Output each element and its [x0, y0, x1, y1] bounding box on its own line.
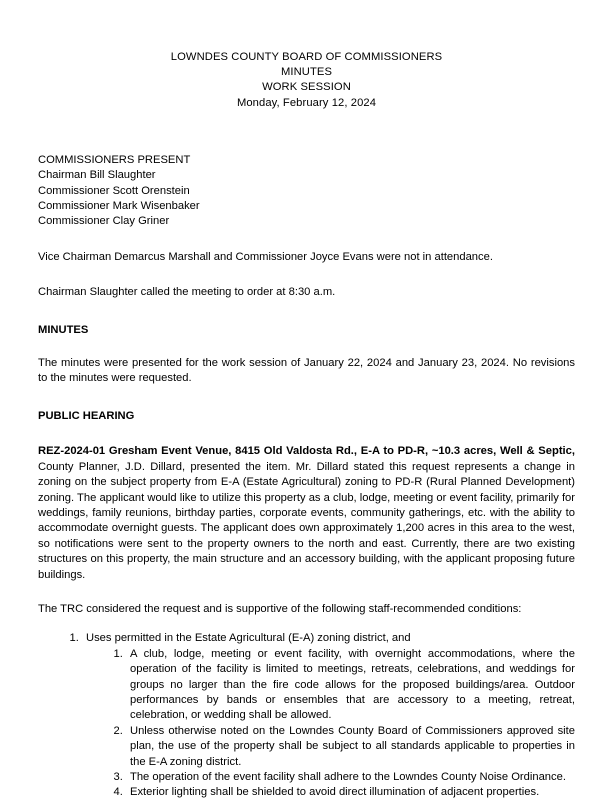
- rezoning-item-paragraph: [38, 444, 575, 583]
- section-heading-minutes: MINUTES: [38, 323, 89, 336]
- attendance-roster: [38, 153, 575, 230]
- condition-subitem-4: 4. Exterior lighting shall be shielded to avoid direct illumination of adjacent properties.: [126, 785, 575, 800]
- condition-subitem-2: 2. Unless otherwise noted on the Lowndes County Board of Commissioners approved site plan, the use of the property shall be subject to all standards applicable to properties in the E-A zoning district.: [126, 724, 575, 770]
- attendee-commissioner-griner: Commissioner Clay Griner: [38, 215, 170, 228]
- header-date: Monday, February 12, 2024: [236, 96, 377, 109]
- attendee-chairman: Chairman Bill Slaughter: [38, 169, 156, 182]
- attendance-title: COMMISSIONERS PRESENT: [38, 153, 191, 166]
- condition-subitem-3: 3. The operation of the event facility shall adhere to the Lowndes County Noise Ordinance.: [126, 770, 575, 785]
- document-header: [38, 50, 575, 111]
- conditions-list: [38, 631, 575, 800]
- rezoning-item-body: County Planner, J.D. Dillard, presented the item. Mr. Dillard stated this request represents a change in zoning on the subject property from E-A (Estate Agricultural) zoning to PD-R (Rural Planned Development) zoning. The applicant would like to utilize this property as a club, lodge, meeting or event facility, primarily for weddings, family reunions, birthday parties, corporate events, community gatherings, etc. with the ability to accommodate overnight guests. The applicant does own approximately 1,200 acres in this area to the west, so notifications were sent to the property owners to the north and east. Currently, there are two existing structures on this property, the main structure and an accessory building, with the applicant proposing future buildings.: [38, 460, 575, 581]
- call-to-order-note: Chairman Slaughter called the meeting to order at 8:30 a.m.: [38, 286, 336, 299]
- section-heading-public-hearing: PUBLIC HEARING: [38, 409, 135, 422]
- condition-subitem-1: 1. A club, lodge, meeting or event facility, with overnight accommodations, where the operation of the facility is limited to meetings, retreats, celebrations, and weddings for groups no larger than the fire code allows for the proposed buildings/area. Outdoor performances by bands or ensembles that are accessory to a meeting, retreat, celebration, or wedding shall be allowed.: [126, 647, 575, 724]
- condition-item-1-text: Uses permitted in the Estate Agricultural (E-A) zoning district, and: [86, 632, 411, 645]
- attendee-commissioner-wisenbaker: Commissioner Mark Wisenbaker: [38, 200, 200, 213]
- condition-item-1: [82, 631, 575, 800]
- rezoning-item-title: REZ-2024-01 Gresham Event Venue, 8415 Old Valdosta Rd., E-A to PD-R, ~10.3 acres, Well & Septic,: [38, 445, 575, 458]
- document-content: [38, 0, 575, 801]
- header-session-type: WORK SESSION: [262, 81, 351, 94]
- header-organization: LOWNDES COUNTY BOARD OF COMMISSIONERS: [170, 51, 443, 63]
- trc-intro-paragraph: The TRC considered the request and is supportive of the following staff-recommended conditions:: [38, 602, 522, 615]
- condition-sublist: [86, 647, 575, 801]
- absent-members-note: Vice Chairman Demarcus Marshall and Commissioner Joyce Evans were not in attendance.: [38, 250, 493, 263]
- minutes-body: The minutes were presented for the work session of January 22, 2024 and January 23, 2024. No revisions to the minutes were requested.: [38, 357, 575, 385]
- header-document-type: MINUTES: [280, 66, 333, 79]
- attendee-commissioner-orenstein: Commissioner Scott Orenstein: [38, 184, 190, 197]
